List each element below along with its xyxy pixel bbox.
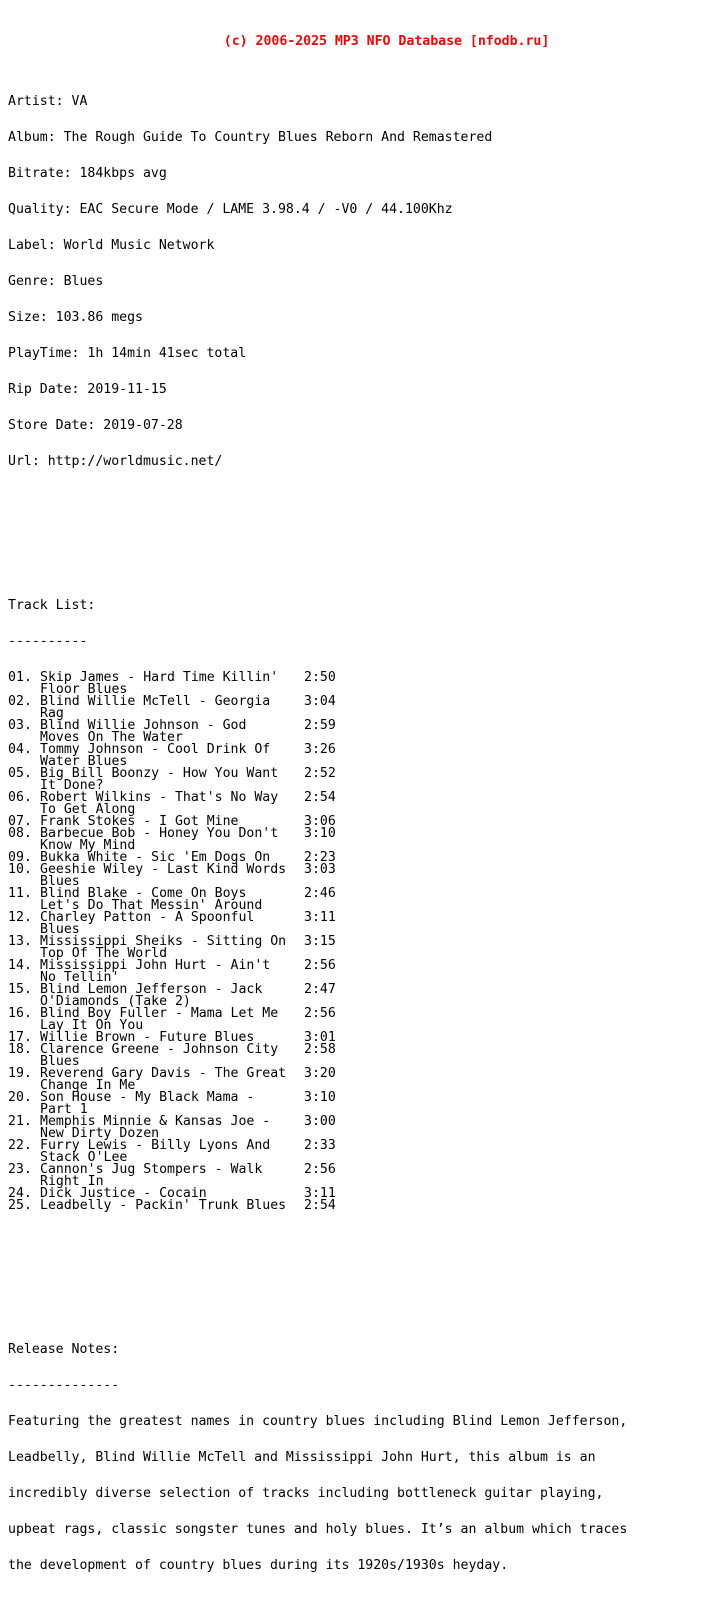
track-duration: 2:46 bbox=[304, 886, 336, 901]
track-duration: 3:11 bbox=[304, 1186, 336, 1201]
info-bitrate: Bitrate: 184kbps avg bbox=[8, 166, 167, 181]
track-duration: 3:15 bbox=[304, 934, 336, 949]
info-album: Album: The Rough Guide To Country Blues Reborn And Remastered bbox=[8, 130, 493, 145]
track-title: Blind Willie Johnson - God bbox=[40, 718, 247, 733]
track-line bbox=[8, 912, 708, 924]
track-duration: 3:10 bbox=[304, 1090, 336, 1105]
track-row bbox=[8, 744, 708, 768]
track-number: 19. bbox=[8, 1066, 32, 1081]
track-number: 05. bbox=[8, 766, 32, 781]
track-duration: 2:54 bbox=[304, 1198, 336, 1213]
track-title-continued: Rag bbox=[40, 706, 64, 721]
track-title: Dick Justice - Cocain bbox=[40, 1186, 207, 1201]
track-line bbox=[8, 888, 708, 900]
track-number: 12. bbox=[8, 910, 32, 925]
track-title-continued: Floor Blues bbox=[40, 682, 128, 697]
track-rows bbox=[8, 672, 708, 1212]
info-artist: Artist: VA bbox=[8, 94, 88, 109]
track-title: Bukka White - Sic 'Em Dogs On bbox=[40, 850, 271, 865]
release-notes-line: the development of country blues during its 1920s/1930s heyday. bbox=[8, 1558, 509, 1573]
tracklist-heading: Track List: bbox=[8, 598, 96, 613]
track-title-continued: Change In Me bbox=[40, 1078, 136, 1093]
track-line bbox=[8, 696, 708, 708]
release-notes-line: Leadbelly, Blind Willie McTell and Mississippi John Hurt, this album is an bbox=[8, 1450, 596, 1465]
track-line bbox=[8, 1044, 708, 1056]
info-url: Url: http://worldmusic.net/ bbox=[8, 454, 223, 469]
track-row bbox=[8, 1140, 708, 1164]
release-notes-line: Featuring the greatest names in country blues including Blind Lemon Jefferson, bbox=[8, 1414, 628, 1429]
track-row bbox=[8, 768, 708, 792]
track-title-continued: Know My Mind bbox=[40, 838, 136, 853]
track-number: 02. bbox=[8, 694, 32, 709]
info-playtime: PlayTime: 1h 14min 41sec total bbox=[8, 346, 247, 361]
track-title: Blind Lemon Jefferson - Jack bbox=[40, 982, 263, 997]
track-number: 25. bbox=[8, 1198, 32, 1213]
release-notes bbox=[8, 1320, 708, 1596]
track-title: Furry Lewis - Billy Lyons And bbox=[40, 1138, 271, 1153]
track-line bbox=[8, 1140, 708, 1152]
track-title: Mississippi Sheiks - Sitting On bbox=[40, 934, 287, 949]
track-title: Memphis Minnie & Kansas Joe - bbox=[40, 1114, 271, 1129]
track-line bbox=[8, 864, 708, 876]
track-number: 16. bbox=[8, 1006, 32, 1021]
track-title: Mississippi John Hurt - Ain't bbox=[40, 958, 271, 973]
track-duration: 2:50 bbox=[304, 670, 336, 685]
info-rip-date: Rip Date: 2019-11-15 bbox=[8, 382, 167, 397]
track-number: 14. bbox=[8, 958, 32, 973]
info-label: Label: World Music Network bbox=[8, 238, 215, 253]
header-title: (c) 2006-2025 MP3 NFO Database [nfodb.ru] bbox=[223, 34, 550, 49]
track-row bbox=[8, 936, 708, 960]
track-line bbox=[8, 1032, 708, 1044]
info-store-date: Store Date: 2019-07-28 bbox=[8, 418, 183, 433]
track-title: Blind Boy Fuller - Mama Let Me bbox=[40, 1006, 279, 1021]
track-row bbox=[8, 912, 708, 936]
track-title: Son House - My Black Mama - bbox=[40, 1090, 255, 1105]
track-duration: 2:56 bbox=[304, 958, 336, 973]
track-title-continued: Right In bbox=[40, 1174, 104, 1189]
track-row bbox=[8, 672, 708, 696]
track-row bbox=[8, 864, 708, 888]
track-row bbox=[8, 1068, 708, 1092]
track-row bbox=[8, 1188, 708, 1200]
track-number: 13. bbox=[8, 934, 32, 949]
track-title: Robert Wilkins - That's No Way bbox=[40, 790, 279, 805]
track-row bbox=[8, 960, 708, 984]
track-number: 18. bbox=[8, 1042, 32, 1057]
track-line bbox=[8, 1092, 708, 1104]
track-duration: 2:33 bbox=[304, 1138, 336, 1153]
track-title: Skip James - Hard Time Killin' bbox=[40, 670, 279, 685]
track-duration: 3:06 bbox=[304, 814, 336, 829]
track-duration: 2:58 bbox=[304, 1042, 336, 1057]
track-row bbox=[8, 1008, 708, 1032]
track-title: Charley Patton - A Spoonful bbox=[40, 910, 255, 925]
track-number: 01. bbox=[8, 670, 32, 685]
track-duration: 3:20 bbox=[304, 1066, 336, 1081]
track-title: Blind Willie McTell - Georgia bbox=[40, 694, 271, 709]
track-title: Frank Stokes - I Got Mine bbox=[40, 814, 239, 829]
track-duration: 2:59 bbox=[304, 718, 336, 733]
track-line bbox=[8, 1188, 708, 1200]
track-number: 08. bbox=[8, 826, 32, 841]
track-row bbox=[8, 696, 708, 720]
track-row bbox=[8, 1200, 708, 1212]
track-line bbox=[8, 936, 708, 948]
track-line bbox=[8, 984, 708, 996]
track-title-continued: Moves On The Water bbox=[40, 730, 183, 745]
track-line bbox=[8, 1116, 708, 1128]
release-notes-line: upbeat rags, classic songster tunes and holy blues. It’s an album which traces bbox=[8, 1522, 628, 1537]
track-number: 11. bbox=[8, 886, 32, 901]
track-title-continued: Lay It On You bbox=[40, 1018, 144, 1033]
track-duration: 3:10 bbox=[304, 826, 336, 841]
info-block bbox=[8, 72, 708, 492]
track-title: Reverend Gary Davis - The Great bbox=[40, 1066, 287, 1081]
release-notes-heading: Release Notes: bbox=[8, 1342, 120, 1357]
track-duration: 3:04 bbox=[304, 694, 336, 709]
track-number: 15. bbox=[8, 982, 32, 997]
track-number: 21. bbox=[8, 1114, 32, 1129]
track-number: 04. bbox=[8, 742, 32, 757]
track-number: 10. bbox=[8, 862, 32, 877]
tracklist bbox=[8, 576, 708, 1236]
spacer bbox=[8, 528, 708, 540]
track-title: Leadbelly - Packin' Trunk Blues bbox=[40, 1198, 287, 1213]
nfo-document bbox=[8, 0, 708, 1608]
track-line bbox=[8, 1164, 708, 1176]
track-row bbox=[8, 792, 708, 816]
page-header bbox=[8, 24, 708, 49]
track-title-continued: To Get Along bbox=[40, 802, 136, 817]
track-title: Big Bill Boonzy - How You Want bbox=[40, 766, 279, 781]
track-title: Clarence Greene - Johnson City bbox=[40, 1042, 279, 1057]
track-title-continued: Let's Do That Messin' Around bbox=[40, 898, 263, 913]
track-number: 23. bbox=[8, 1162, 32, 1177]
spacer bbox=[8, 1272, 708, 1284]
track-line bbox=[8, 1008, 708, 1020]
track-line bbox=[8, 960, 708, 972]
track-title-continued: New Dirty Dozen bbox=[40, 1126, 160, 1141]
track-duration: 3:26 bbox=[304, 742, 336, 757]
track-title: Geeshie Wiley - Last Kind Words bbox=[40, 862, 287, 877]
track-number: 24. bbox=[8, 1186, 32, 1201]
track-title: Barbecue Bob - Honey You Don't bbox=[40, 826, 279, 841]
track-duration: 2:47 bbox=[304, 982, 336, 997]
track-row bbox=[8, 1116, 708, 1140]
track-title: Tommy Johnson - Cool Drink Of bbox=[40, 742, 271, 757]
track-number: 03. bbox=[8, 718, 32, 733]
track-row bbox=[8, 888, 708, 912]
track-title-continued: Blues bbox=[40, 922, 80, 937]
track-row bbox=[8, 1044, 708, 1068]
track-title-continued: Blues bbox=[40, 1054, 80, 1069]
track-line bbox=[8, 1200, 708, 1212]
track-title-continued: Blues bbox=[40, 874, 80, 889]
track-row bbox=[8, 1164, 708, 1188]
track-number: 22. bbox=[8, 1138, 32, 1153]
track-duration: 2:56 bbox=[304, 1162, 336, 1177]
track-title-continued: No Tellin' bbox=[40, 970, 120, 985]
release-notes-rule: -------------- bbox=[8, 1378, 120, 1393]
track-number: 09. bbox=[8, 850, 32, 865]
info-genre: Genre: Blues bbox=[8, 274, 104, 289]
track-duration: 2:56 bbox=[304, 1006, 336, 1021]
info-size: Size: 103.86 megs bbox=[8, 310, 143, 325]
track-title-continued: Stack O'Lee bbox=[40, 1150, 128, 1165]
track-row bbox=[8, 828, 708, 852]
track-row bbox=[8, 720, 708, 744]
track-title: Willie Brown - Future Blues bbox=[40, 1030, 255, 1045]
track-line bbox=[8, 1068, 708, 1080]
track-title: Blind Blake - Come On Boys bbox=[40, 886, 247, 901]
track-duration: 3:03 bbox=[304, 862, 336, 877]
track-number: 07. bbox=[8, 814, 32, 829]
track-duration: 2:54 bbox=[304, 790, 336, 805]
track-title-continued: O'Diamonds (Take 2) bbox=[40, 994, 191, 1009]
track-duration: 2:52 bbox=[304, 766, 336, 781]
track-title: Cannon's Jug Stompers - Walk bbox=[40, 1162, 263, 1177]
track-title-continued: Water Blues bbox=[40, 754, 128, 769]
tracklist-rule: ---------- bbox=[8, 634, 88, 649]
track-duration: 3:11 bbox=[304, 910, 336, 925]
release-notes-line: incredibly diverse selection of tracks including bottleneck guitar playing, bbox=[8, 1486, 604, 1501]
track-title-continued: It Done? bbox=[40, 778, 104, 793]
track-number: 20. bbox=[8, 1090, 32, 1105]
track-row bbox=[8, 1032, 708, 1044]
info-quality: Quality: EAC Secure Mode / LAME 3.98.4 / -V0 / 44.100Khz bbox=[8, 202, 453, 217]
track-number: 17. bbox=[8, 1030, 32, 1045]
track-line bbox=[8, 768, 708, 780]
track-title-continued: Part 1 bbox=[40, 1102, 88, 1117]
track-duration: 2:23 bbox=[304, 850, 336, 865]
track-number: 06. bbox=[8, 790, 32, 805]
track-row bbox=[8, 1092, 708, 1116]
track-row bbox=[8, 984, 708, 1008]
track-title-continued: Top Of The World bbox=[40, 946, 168, 961]
track-duration: 3:00 bbox=[304, 1114, 336, 1129]
track-duration: 3:01 bbox=[304, 1030, 336, 1045]
